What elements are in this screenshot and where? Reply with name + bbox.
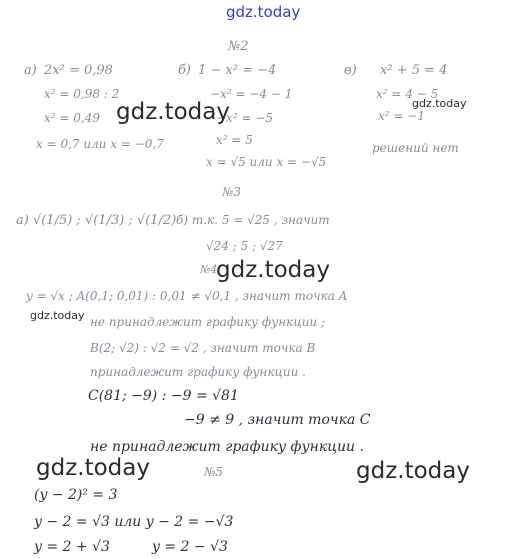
task2-header: №2 — [228, 39, 249, 54]
task4-line6: −9 ≠ 9 , значит точка C — [184, 412, 371, 428]
site-watermark: gdz.today — [412, 97, 467, 110]
site-watermark: gdz.today — [36, 455, 150, 481]
task2-a-equation: 2x² = 0,98 — [44, 63, 113, 78]
task4-line1: y = √x ; A(0,1; 0,01) : 0,01 ≠ √0,1 , значит точка A — [26, 289, 348, 303]
task2-v-line3: x² = −1 — [378, 109, 425, 123]
task2-v-line4: решений нет — [372, 141, 459, 155]
task3-b-line2: √24 ; 5 ; √27 — [206, 239, 283, 253]
task4-line2: не принадлежит графику функции ; — [90, 315, 326, 329]
task2-a-line4: x = 0,7 или x = −0,7 — [36, 137, 164, 151]
task2-b-line2: −x² = −4 − 1 — [210, 87, 293, 101]
task4-header: №4 — [200, 263, 218, 276]
task3-a-line: а) √(1/5) ; √(1/3) ; √(1/2) — [16, 213, 177, 228]
task4-line3: B(2; √2) : √2 = √2 , значит точка B — [90, 341, 316, 355]
task2-b-label: б) — [178, 63, 192, 78]
task2-a-label: а) — [24, 63, 37, 78]
site-watermark: gdz.today — [30, 309, 85, 322]
task4-line4: принадлежит графику функции . — [90, 365, 306, 379]
task2-a-line3: x² = 0,49 — [44, 111, 100, 125]
task2-v-label: в) — [344, 63, 357, 78]
site-watermark: gdz.today — [116, 99, 230, 125]
task5-line3a: y = 2 + √3 — [34, 539, 110, 555]
site-watermark: gdz.today — [356, 458, 470, 484]
task2-b-equation: 1 − x² = −4 — [198, 63, 277, 78]
site-watermark: gdz.today — [216, 257, 330, 283]
task2-v-equation: x² + 5 = 4 — [380, 63, 448, 78]
site-watermark-top: gdz.today — [226, 3, 301, 21]
task2-b-line3: −x² = −5 — [216, 111, 274, 125]
task4-line5: C(81; −9) : −9 = √81 — [88, 388, 239, 404]
task2-v-line2: x² = 4 − 5 — [376, 87, 439, 101]
task2-b-line4: x² = 5 — [216, 133, 253, 147]
task5-line2: y − 2 = √3 или y − 2 = −√3 — [34, 514, 234, 530]
task5-line3b: y = 2 − √3 — [152, 539, 228, 555]
task3-header: №3 — [222, 185, 241, 199]
task4-line7: не принадлежит графику функции . — [90, 439, 364, 455]
task2-b-line5: x = √5 или x = −√5 — [206, 155, 327, 169]
task5-line1: (y − 2)² = 3 — [34, 487, 118, 503]
task2-a-line2: x² = 0,98 : 2 — [44, 87, 120, 101]
task5-header: №5 — [204, 465, 223, 479]
task3-b-line: б) т.к. 5 = √25 , значит — [176, 213, 330, 227]
